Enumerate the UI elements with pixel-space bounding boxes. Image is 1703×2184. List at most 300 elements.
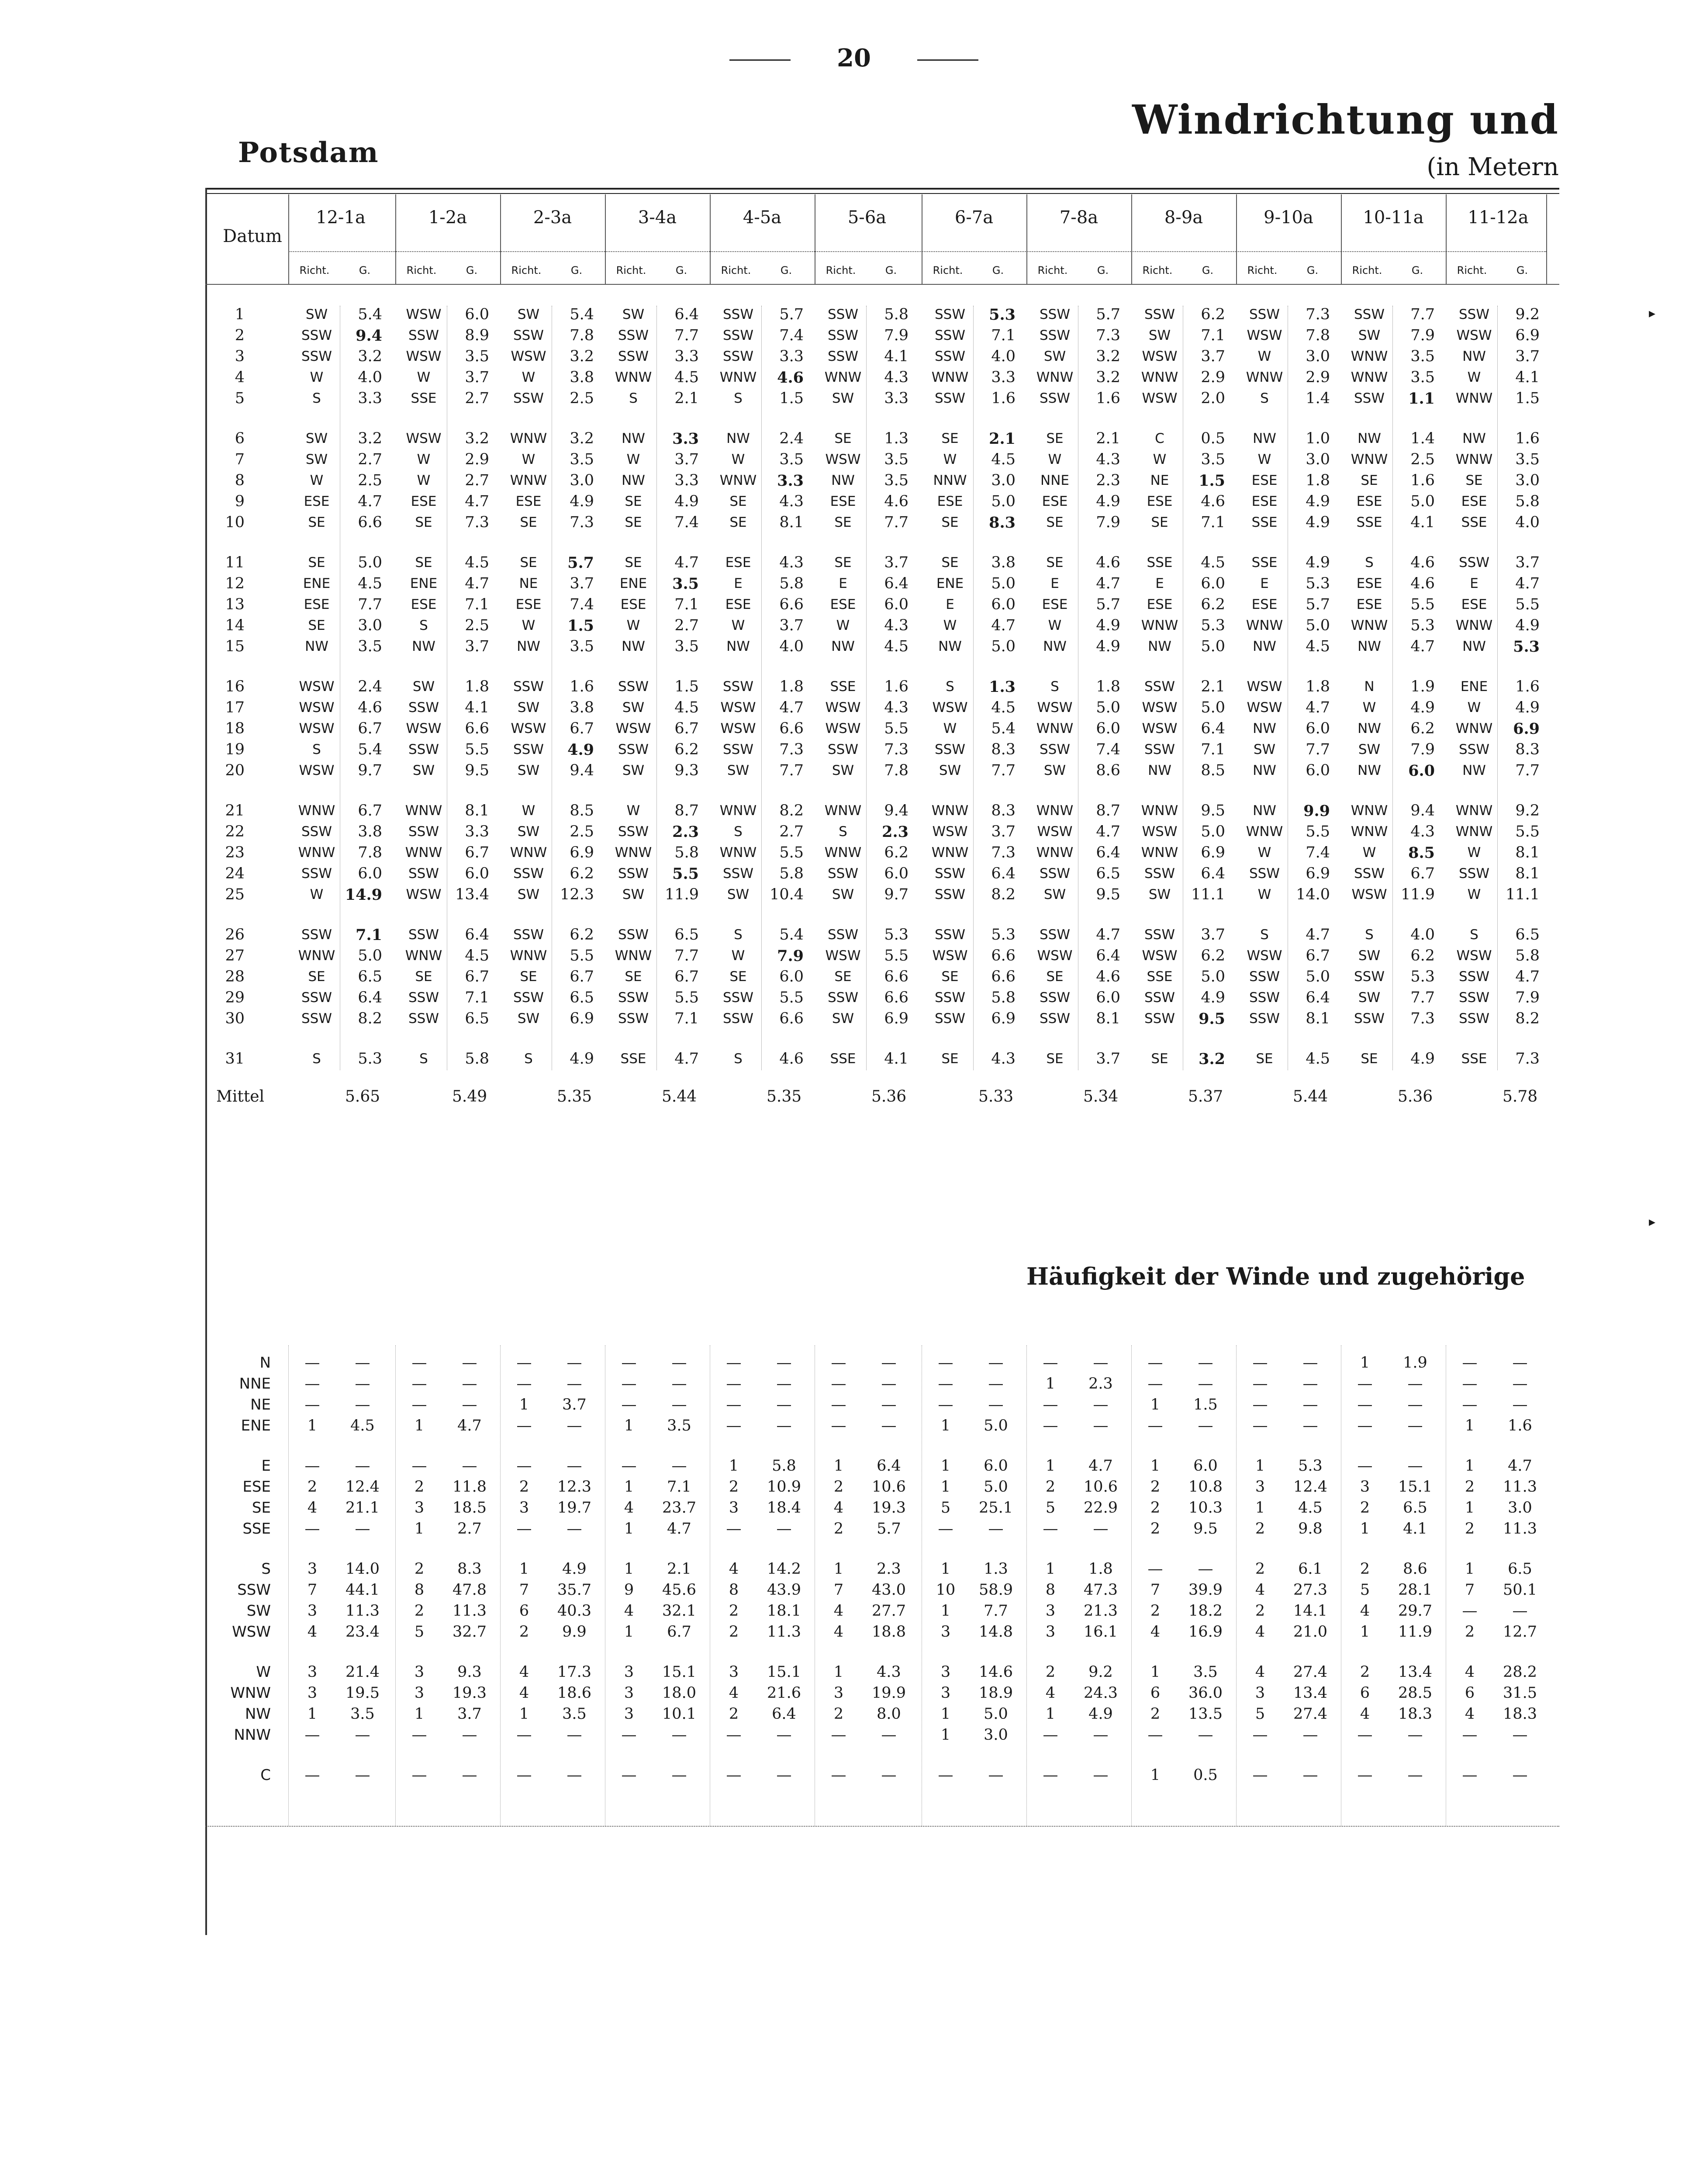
wind-speed: 7.3 xyxy=(884,741,908,758)
wind-speed: 1.5 xyxy=(1515,390,1540,407)
wind-direction: SSW xyxy=(1039,307,1070,322)
mean-value: 5.44 xyxy=(1293,1088,1328,1106)
wind-speed: 6.5 xyxy=(358,968,382,985)
wind-speed: 8.1 xyxy=(779,514,804,531)
wind-speed: 5.8 xyxy=(1515,947,1540,964)
wind-direction: S xyxy=(629,390,638,406)
wind-speed: 1.0 xyxy=(1306,430,1330,447)
wind-speed: 7.1 xyxy=(674,596,699,613)
wind-speed: 5.3 xyxy=(1306,575,1330,592)
wind-speed: 4.7 xyxy=(1096,823,1120,840)
wind-direction: S xyxy=(312,1051,321,1067)
wind-direction: WNW xyxy=(298,803,335,819)
wind-direction: ENE xyxy=(619,576,647,591)
freq-count: 1 xyxy=(519,1560,529,1578)
wind-speed: 6.6 xyxy=(991,968,1016,985)
wind-speed: 4.5 xyxy=(674,369,699,386)
wind-speed: 7.4 xyxy=(570,596,594,613)
freq-count: — xyxy=(831,1417,846,1434)
wind-direction: WNW xyxy=(510,473,547,488)
wind-direction: SSW xyxy=(1039,328,1070,343)
freq-speed: — xyxy=(1302,1417,1318,1434)
wind-speed: 1.3 xyxy=(989,678,1016,696)
wind-direction: ESE xyxy=(830,597,856,612)
column-inner-divider xyxy=(1497,306,1498,1070)
wind-speed: 3.2 xyxy=(358,430,382,447)
richt-label: Richt. xyxy=(1142,264,1173,276)
wind-direction: WSW xyxy=(1247,679,1282,695)
freq-count: 2 xyxy=(414,1602,425,1620)
freq-speed: — xyxy=(881,1726,897,1744)
wind-direction: S xyxy=(946,679,954,695)
freq-count: — xyxy=(1357,1726,1373,1744)
wind-speed: 7.7 xyxy=(884,514,908,531)
wind-speed: 5.5 xyxy=(779,844,804,861)
hour-label: 8-9a xyxy=(1164,207,1203,228)
freq-count: 3 xyxy=(729,1663,739,1681)
g-label: G. xyxy=(992,264,1004,276)
freq-count: 3 xyxy=(624,1663,634,1681)
freq-speed: — xyxy=(776,1520,792,1538)
freq-count: — xyxy=(938,1354,953,1372)
wind-direction: NW xyxy=(726,639,750,654)
freq-speed: — xyxy=(988,1520,1004,1538)
wind-speed: 5.0 xyxy=(991,638,1016,655)
freq-count: — xyxy=(726,1354,742,1372)
wind-direction: SSW xyxy=(1458,307,1489,322)
wind-direction: SSW xyxy=(513,679,544,695)
wind-speed: 7.1 xyxy=(465,989,489,1006)
wind-speed: 2.4 xyxy=(358,678,382,695)
wind-direction: W xyxy=(1467,887,1481,902)
wind-speed: 7.9 xyxy=(1410,327,1435,344)
freq-speed: 4.3 xyxy=(877,1663,901,1681)
wind-direction: ESE xyxy=(1251,597,1278,612)
wind-speed: 5.0 xyxy=(1201,638,1225,655)
wind-direction: NW xyxy=(1358,639,1381,654)
freq-speed: 28.2 xyxy=(1503,1663,1537,1681)
wind-speed: 7.9 xyxy=(1096,514,1120,531)
mean-value: 5.65 xyxy=(345,1088,380,1106)
freq-speed: — xyxy=(776,1396,792,1413)
freq-speed: 3.7 xyxy=(562,1396,587,1413)
wind-speed: 8.7 xyxy=(1096,802,1120,819)
freq-count: 3 xyxy=(307,1560,318,1578)
wind-direction: SW xyxy=(517,887,540,902)
wind-direction: WNW xyxy=(615,948,652,964)
freq-speed: — xyxy=(567,1375,582,1393)
freq-speed: — xyxy=(355,1766,370,1784)
wind-direction: WSW xyxy=(1456,328,1492,343)
mean-value: 5.49 xyxy=(452,1088,487,1106)
wind-speed: 3.3 xyxy=(672,430,699,448)
wind-speed: 4.6 xyxy=(1201,493,1225,510)
freq-count: 4 xyxy=(833,1623,844,1641)
freq-count: — xyxy=(1147,1560,1163,1578)
wind-speed: 3.2 xyxy=(358,348,382,365)
g-label: G. xyxy=(1202,264,1214,276)
wind-direction: SSE xyxy=(1356,515,1382,530)
wind-direction: SW xyxy=(622,763,645,778)
wind-speed: 4.3 xyxy=(779,493,804,510)
wind-direction: SE xyxy=(308,515,325,530)
freq-count: 2 xyxy=(414,1560,425,1578)
freq-speed: 6.5 xyxy=(1508,1560,1532,1578)
freq-speed: — xyxy=(1302,1766,1318,1784)
wind-speed: 5.0 xyxy=(1201,968,1225,985)
wind-direction: SSW xyxy=(1144,990,1175,1006)
wind-speed: 2.1 xyxy=(989,430,1016,448)
mittel-label: Mittel xyxy=(216,1088,265,1106)
wind-speed: 7.3 xyxy=(465,514,489,531)
wind-direction: W xyxy=(943,721,957,736)
wind-speed: 3.3 xyxy=(884,390,908,407)
wind-direction: WSW xyxy=(1142,948,1178,964)
wind-speed: 4.1 xyxy=(465,699,489,716)
wind-speed: 3.0 xyxy=(358,617,382,634)
wind-speed: 7.1 xyxy=(674,1010,699,1027)
wind-speed: 1.8 xyxy=(779,678,804,695)
wind-speed: 6.4 xyxy=(465,926,489,943)
freq-count: 3 xyxy=(414,1499,425,1517)
wind-direction: SSW xyxy=(1354,969,1385,985)
freq-count: 3 xyxy=(833,1684,844,1702)
richt-label: Richt. xyxy=(933,264,963,276)
wind-speed: 8.3 xyxy=(991,802,1016,819)
wind-speed: 7.8 xyxy=(884,762,908,779)
wind-direction: S xyxy=(734,390,743,406)
wind-speed: 4.0 xyxy=(358,369,382,386)
wind-direction: N xyxy=(1364,679,1375,695)
wind-direction: ESE xyxy=(1461,597,1487,612)
wind-direction: SE xyxy=(834,515,852,530)
freq-count: — xyxy=(516,1520,532,1538)
table-row-day: 24 xyxy=(225,865,245,882)
wind-direction: SW xyxy=(517,1011,540,1026)
freq-speed: 4.7 xyxy=(1088,1457,1113,1475)
freq-speed: 6.5 xyxy=(1403,1499,1427,1517)
wind-speed: 2.9 xyxy=(1201,369,1225,386)
freq-speed: 25.1 xyxy=(979,1499,1013,1517)
freq-count: 1 xyxy=(1045,1705,1056,1723)
wind-direction: SE xyxy=(1046,969,1064,985)
freq-speed: — xyxy=(1198,1560,1213,1578)
wind-speed: 5.0 xyxy=(1306,968,1330,985)
wind-direction: ESE xyxy=(1356,576,1382,591)
freq-count: — xyxy=(831,1726,846,1744)
wind-speed: 6.6 xyxy=(779,720,804,737)
freq-speed: 12.4 xyxy=(1293,1478,1327,1496)
wind-direction: WNW xyxy=(1351,803,1388,819)
wind-speed: 9.5 xyxy=(1096,886,1120,903)
table-row-day: 29 xyxy=(225,989,245,1006)
freq-count: 2 xyxy=(1255,1520,1265,1538)
table-row-day: 5 xyxy=(235,390,245,407)
wind-direction: W xyxy=(310,887,324,902)
wind-direction: SW xyxy=(727,887,750,902)
freq-count: 3 xyxy=(519,1499,529,1517)
freq-speed: — xyxy=(1512,1354,1528,1372)
wind-speed: 4.5 xyxy=(991,451,1016,468)
wind-speed: 9.2 xyxy=(1515,802,1540,819)
freq-count: — xyxy=(726,1375,742,1393)
freq-count: 4 xyxy=(1150,1623,1161,1641)
wind-direction: SW xyxy=(305,307,328,322)
freq-count: — xyxy=(1147,1417,1163,1434)
wind-speed: 6.6 xyxy=(991,947,1016,964)
freq-direction: N xyxy=(259,1354,271,1372)
wind-speed: 2.0 xyxy=(1201,390,1225,407)
g-label: G. xyxy=(570,264,583,276)
freq-speed: 18.3 xyxy=(1503,1705,1537,1723)
wind-direction: SSW xyxy=(1039,990,1070,1006)
wind-direction: ESE xyxy=(725,555,751,570)
wind-speed: 5.0 xyxy=(358,947,382,964)
wind-direction: SE xyxy=(1046,431,1064,446)
freq-column-divider xyxy=(1131,1345,1132,1826)
freq-count: — xyxy=(621,1457,637,1475)
table-row-day: 2 xyxy=(235,327,245,344)
freq-count: — xyxy=(1252,1726,1268,1744)
wind-speed: 7.3 xyxy=(570,514,594,531)
wind-direction: S xyxy=(524,1051,533,1067)
freq-count: — xyxy=(1357,1417,1373,1434)
wind-speed: 3.5 xyxy=(570,638,594,655)
table-row-day: 25 xyxy=(225,886,245,903)
freq-speed: 19.5 xyxy=(345,1684,380,1702)
wind-direction: NW xyxy=(831,473,855,488)
wind-direction: W xyxy=(1257,845,1271,860)
wind-direction: SSW xyxy=(513,390,544,406)
wind-direction: SSW xyxy=(301,328,332,343)
wind-speed: 2.5 xyxy=(570,390,594,407)
wind-direction: SSW xyxy=(1458,742,1489,757)
top-rule-thin xyxy=(205,193,1559,194)
freq-speed: 8.6 xyxy=(1403,1560,1427,1578)
wind-speed: 4.6 xyxy=(884,493,908,510)
wind-direction: NW xyxy=(1462,431,1486,446)
wind-speed: 14.0 xyxy=(1296,886,1330,903)
wind-speed: 4.5 xyxy=(465,554,489,571)
mean-value: 5.36 xyxy=(1398,1088,1433,1106)
wind-speed: 1.6 xyxy=(1515,678,1540,695)
freq-speed: 27.7 xyxy=(872,1602,906,1620)
freq-count: 1 xyxy=(1465,1457,1475,1475)
wind-speed: 7.7 xyxy=(1410,989,1435,1006)
g-label: G. xyxy=(359,264,371,276)
freq-speed: 6.0 xyxy=(984,1457,1008,1475)
freq-count: 5 xyxy=(414,1623,425,1641)
table-row-day: 26 xyxy=(225,926,245,943)
wind-speed: 7.8 xyxy=(358,844,382,861)
wind-speed: 1.3 xyxy=(884,430,908,447)
wind-speed: 11.1 xyxy=(1191,886,1225,903)
freq-count: — xyxy=(1357,1375,1373,1393)
freq-count: 2 xyxy=(1360,1663,1370,1681)
wind-speed: 2.5 xyxy=(570,823,594,840)
wind-speed: 6.7 xyxy=(570,720,594,737)
freq-speed: 3.0 xyxy=(1508,1499,1532,1517)
wind-speed: 4.5 xyxy=(1306,638,1330,655)
freq-speed: 1.9 xyxy=(1403,1354,1427,1372)
wind-speed: 6.0 xyxy=(1201,575,1225,592)
page-title: Windrichtung und xyxy=(1132,96,1559,143)
freq-speed: 5.0 xyxy=(984,1705,1008,1723)
wind-direction: S xyxy=(1470,927,1478,943)
freq-count: 1 xyxy=(414,1520,425,1538)
freq-speed: — xyxy=(355,1396,370,1413)
wind-speed: 2.3 xyxy=(882,823,908,841)
freq-speed: 14.0 xyxy=(345,1560,380,1578)
freq-speed: — xyxy=(776,1766,792,1784)
wind-speed: 6.4 xyxy=(674,306,699,323)
header-mid-rule xyxy=(288,251,1546,252)
freq-count: 2 xyxy=(1150,1499,1161,1517)
wind-direction: W xyxy=(522,618,535,633)
wind-speed: 7.3 xyxy=(1306,306,1330,323)
freq-count: — xyxy=(1462,1354,1478,1372)
wind-speed: 3.0 xyxy=(570,472,594,489)
wind-direction: SSW xyxy=(1249,307,1280,322)
freq-count: — xyxy=(1252,1375,1268,1393)
wind-speed: 6.2 xyxy=(1201,947,1225,964)
wind-direction: WNW xyxy=(1036,845,1074,860)
table-row-day: 8 xyxy=(235,472,245,489)
wind-speed: 1.5 xyxy=(1199,472,1225,490)
wind-direction: W xyxy=(1257,452,1271,467)
freq-count: — xyxy=(1147,1375,1163,1393)
hour-label: 7-8a xyxy=(1059,207,1098,228)
freq-speed: 18.5 xyxy=(453,1499,487,1517)
freq-bottom-rule xyxy=(205,1826,1559,1827)
wind-direction: SE xyxy=(1151,1051,1168,1067)
g-label: G. xyxy=(675,264,687,276)
wind-speed: 3.2 xyxy=(1096,369,1120,386)
mean-value: 5.37 xyxy=(1188,1088,1223,1106)
freq-count: 1 xyxy=(1150,1396,1161,1413)
freq-speed: 4.7 xyxy=(667,1520,691,1538)
freq-speed: 18.1 xyxy=(767,1602,801,1620)
freq-speed: — xyxy=(355,1354,370,1372)
wind-direction: SE xyxy=(625,969,642,985)
wind-direction: WNW xyxy=(719,370,757,385)
wind-speed: 4.9 xyxy=(1096,617,1120,634)
richt-label: Richt. xyxy=(1037,264,1068,276)
wind-speed: 1.6 xyxy=(1410,472,1435,489)
wind-direction: SSW xyxy=(1458,990,1489,1006)
freq-count: — xyxy=(1462,1726,1478,1744)
freq-speed: 13.5 xyxy=(1188,1705,1223,1723)
wind-direction: ENE xyxy=(936,576,964,591)
wind-speed: 7.7 xyxy=(358,596,382,613)
richt-label: Richt. xyxy=(406,264,437,276)
freq-count: 2 xyxy=(1150,1520,1161,1538)
freq-direction: SSE xyxy=(242,1520,271,1538)
freq-direction: NNW xyxy=(234,1726,271,1744)
wind-direction: SW xyxy=(1043,763,1066,778)
wind-speed: 4.9 xyxy=(1096,638,1120,655)
wind-speed: 6.0 xyxy=(358,865,382,882)
wind-speed: 6.9 xyxy=(1515,327,1540,344)
wind-direction: NW xyxy=(1358,721,1381,736)
freq-count: — xyxy=(304,1520,320,1538)
wind-speed: 3.3 xyxy=(674,348,699,365)
freq-count: 2 xyxy=(1255,1560,1265,1578)
freq-count: 2 xyxy=(1255,1602,1265,1620)
wind-direction: SSW xyxy=(722,990,753,1006)
wind-direction: ESE xyxy=(304,494,330,509)
freq-count: 1 xyxy=(1150,1663,1161,1681)
freq-count: — xyxy=(1462,1602,1478,1620)
wind-speed: 6.0 xyxy=(884,865,908,882)
freq-count: 1 xyxy=(624,1520,634,1538)
wind-speed: 7.4 xyxy=(1306,844,1330,861)
freq-count: 1 xyxy=(414,1705,425,1723)
freq-speed: 21.1 xyxy=(345,1499,380,1517)
wind-speed: 5.8 xyxy=(465,1050,489,1068)
wind-speed: 5.3 xyxy=(1201,617,1225,634)
freq-count: 3 xyxy=(307,1663,318,1681)
wind-speed: 9.2 xyxy=(1515,306,1540,323)
wind-direction: WNW xyxy=(1141,618,1178,633)
freq-speed: 5.0 xyxy=(984,1417,1008,1434)
wind-speed: 7.1 xyxy=(1201,514,1225,531)
freq-count: 1 xyxy=(414,1417,425,1434)
wind-direction: SSW xyxy=(301,349,332,364)
freq-speed: 11.8 xyxy=(453,1478,487,1496)
richt-label: Richt. xyxy=(1352,264,1382,276)
wind-direction: SE xyxy=(941,969,959,985)
wind-speed: 6.7 xyxy=(674,720,699,737)
wind-direction: WSW xyxy=(1247,700,1282,715)
wind-speed: 9.9 xyxy=(1303,802,1330,820)
freq-count: 3 xyxy=(1045,1623,1056,1641)
wind-direction: NE xyxy=(1150,473,1169,488)
freq-speed: — xyxy=(1512,1375,1528,1393)
freq-count: — xyxy=(304,1354,320,1372)
freq-count: — xyxy=(621,1766,637,1784)
freq-count: 1 xyxy=(833,1457,844,1475)
freq-count: 8 xyxy=(1045,1581,1056,1599)
wind-direction: WNW xyxy=(405,948,442,964)
wind-direction: SSW xyxy=(1144,1011,1175,1026)
hour-label: 12-1a xyxy=(316,207,366,228)
wind-direction: SSW xyxy=(1354,307,1385,322)
wind-speed: 3.0 xyxy=(1306,348,1330,365)
freq-count: 2 xyxy=(519,1623,529,1641)
wind-speed: 8.1 xyxy=(1096,1010,1120,1027)
wind-speed: 6.6 xyxy=(358,514,382,531)
freq-speed: 17.3 xyxy=(557,1663,591,1681)
wind-speed: 8.3 xyxy=(991,741,1016,758)
freq-count: — xyxy=(1043,1766,1058,1784)
wind-speed: 5.3 xyxy=(884,926,908,943)
freq-speed: 39.9 xyxy=(1188,1581,1223,1599)
wind-speed: 3.5 xyxy=(1201,451,1225,468)
wind-speed: 6.5 xyxy=(1096,865,1120,882)
wind-speed: 4.5 xyxy=(1306,1050,1330,1068)
wind-speed: 6.6 xyxy=(779,1010,804,1027)
wind-speed: 4.7 xyxy=(465,575,489,592)
freq-count: — xyxy=(831,1375,846,1393)
wind-direction: ESE xyxy=(1461,494,1487,509)
freq-count: — xyxy=(726,1417,742,1434)
freq-count: — xyxy=(411,1766,427,1784)
freq-speed: — xyxy=(1302,1726,1318,1744)
freq-speed: — xyxy=(671,1726,687,1744)
wind-direction: E xyxy=(839,576,847,591)
wind-speed: 6.0 xyxy=(1306,720,1330,737)
